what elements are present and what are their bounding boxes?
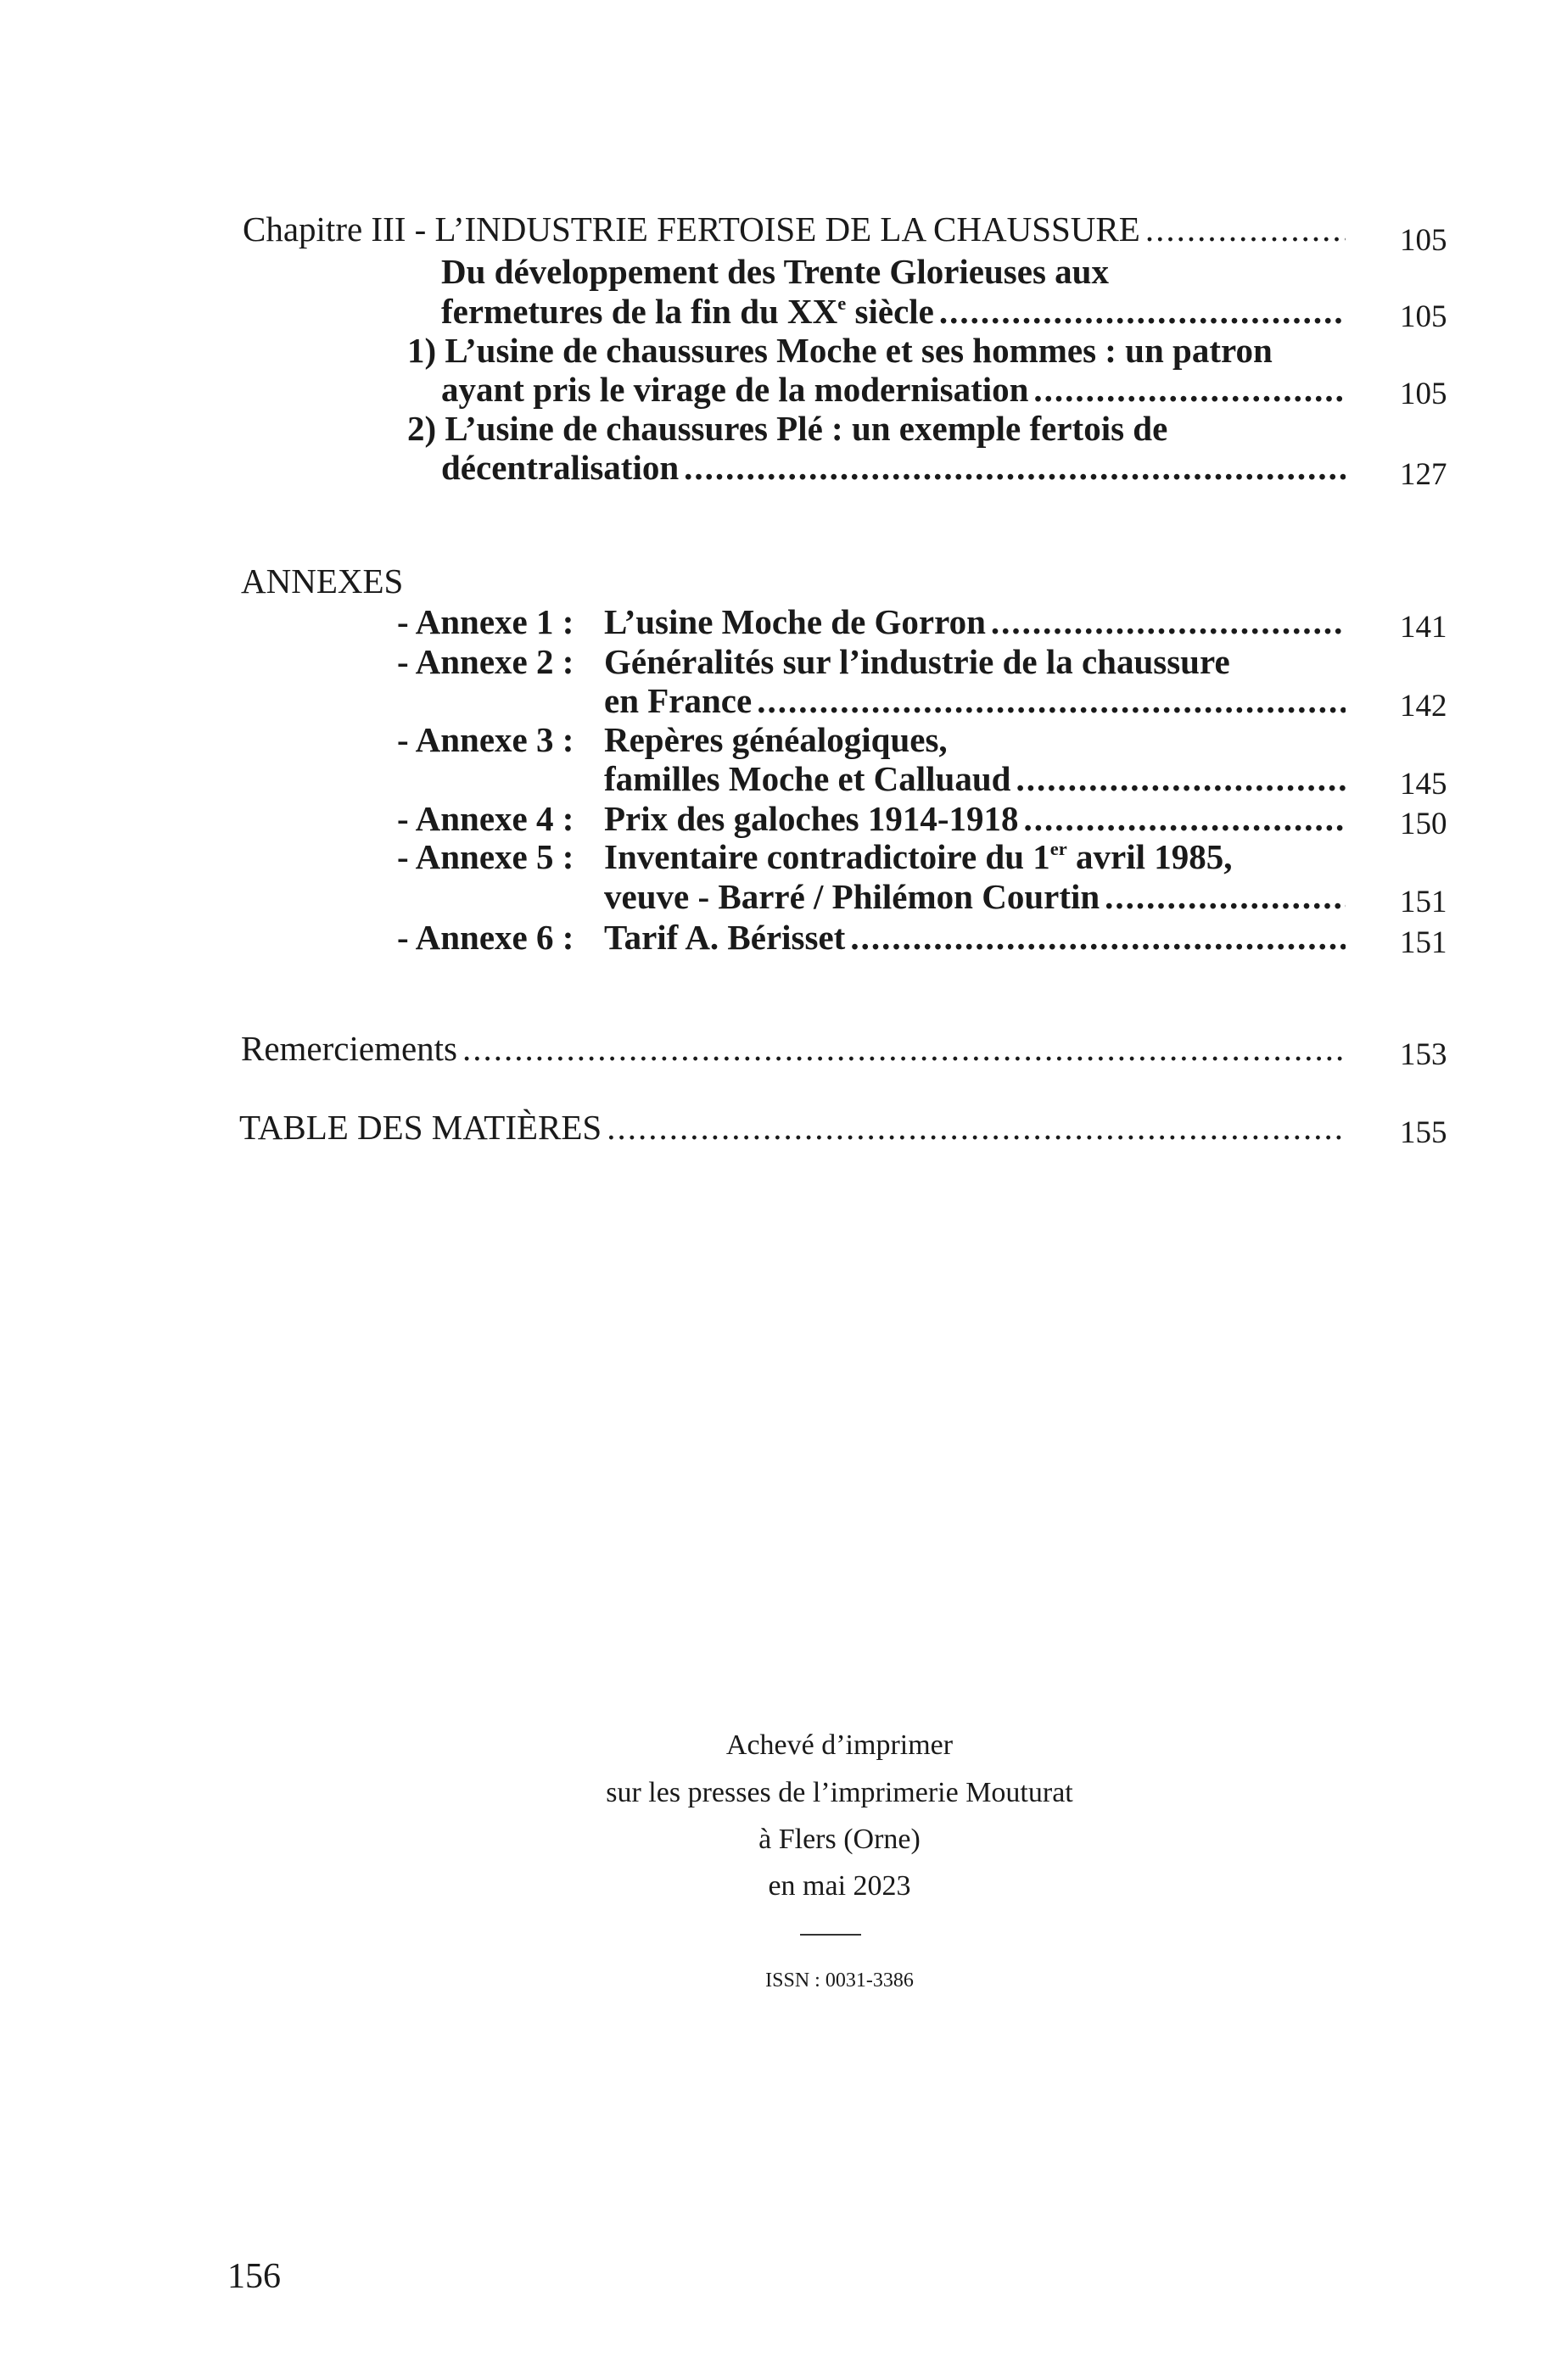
toc-entry-annexe-4	[604, 798, 1346, 839]
annexes-heading: ANNEXES	[241, 561, 404, 601]
page-number: 155	[1400, 1115, 1447, 1150]
toc-entry-title: L’usine Moche de Gorron	[604, 602, 986, 641]
annexe-label: - Annexe 2 :	[397, 642, 574, 681]
issn: ISSN : 0031-3386	[765, 1969, 914, 1992]
toc-entry-title: Chapitre III - L’INDUSTRIE FERTOISE DE LA CHAUSSURE	[243, 210, 1140, 249]
toc-subentry-line: 2) L’usine de chaussures Plé : un exemple fertois de	[407, 409, 1168, 448]
toc-entry-title: Remerciements	[241, 1029, 458, 1068]
toc-entry-title: en France	[604, 681, 753, 720]
toc-subentry-trente-glorieuses	[441, 291, 1346, 332]
page-folio: 156	[227, 2257, 281, 2296]
toc-entry-annexe-3	[604, 758, 1346, 799]
toc-entry-title: fermetures de la fin du XXe siècle	[441, 292, 934, 331]
annexe-label: - Annexe 4 :	[397, 799, 574, 838]
page-number: 105	[1400, 377, 1447, 411]
toc-entry-title: veuve - Barré / Philémon Courtin	[604, 877, 1100, 916]
toc-entry-title: Tarif A. Bérisset	[604, 918, 846, 957]
toc-entry-table-des-matieres	[239, 1107, 1346, 1148]
dot-leader	[1145, 209, 1346, 249]
toc-entry-title: décentralisation	[441, 448, 680, 487]
dot-leader	[607, 1107, 1346, 1148]
toc-subentry-line: Inventaire contradictoire du 1er avril 1985,	[604, 837, 1233, 876]
dot-leader	[939, 291, 1346, 332]
dot-leader	[991, 601, 1346, 642]
toc-entry-annexe-5	[604, 876, 1346, 917]
toc-subentry-line: 1) L’usine de chaussures Moche et ses hommes : un patron	[407, 331, 1273, 370]
dot-leader	[757, 680, 1346, 721]
dot-leader	[684, 447, 1346, 488]
annexe-label: - Annexe 1 :	[397, 602, 574, 641]
toc-entry-annexe-6	[604, 917, 1346, 958]
page-number: 141	[1400, 610, 1447, 645]
annexe-label: - Annexe 5 :	[397, 837, 574, 876]
toc-entry-title: TABLE DES MATIÈRES	[239, 1108, 602, 1147]
toc-subentry-usine-moche	[441, 369, 1346, 410]
dot-leader	[462, 1028, 1346, 1069]
colophon-line: en mai 2023	[768, 1870, 911, 1902]
colophon-rule	[800, 1934, 861, 1936]
toc-subentry-usine-ple	[441, 447, 1346, 488]
page-number: 145	[1400, 767, 1447, 802]
page-number: 142	[1400, 689, 1447, 723]
dot-leader	[850, 917, 1346, 958]
colophon-line: sur les presses de l’imprimerie Mouturat	[606, 1777, 1073, 1808]
toc-subentry-line: Généralités sur l’industrie de la chaussure	[604, 642, 1230, 681]
page-number: 153	[1400, 1037, 1447, 1072]
toc-entry-title: ayant pris le virage de la modernisation	[441, 370, 1029, 409]
page-number: 151	[1400, 885, 1447, 919]
page-number: 150	[1400, 807, 1447, 841]
toc-entry-remerciements	[241, 1028, 1346, 1069]
toc-entry-annexe-2	[604, 680, 1346, 721]
page-number: 105	[1400, 223, 1447, 258]
page-number: 127	[1400, 457, 1447, 492]
dot-leader	[1024, 798, 1346, 839]
dot-leader	[1033, 369, 1346, 410]
annexe-label: - Annexe 6 :	[397, 918, 574, 957]
colophon-line: Achevé d’imprimer	[725, 1729, 954, 1761]
colophon-line: à Flers (Orne)	[758, 1824, 921, 1855]
page-number: 151	[1400, 925, 1447, 960]
toc-entry-annexe-1	[604, 601, 1346, 642]
toc-entry-chapitre-3	[243, 209, 1346, 249]
annexe-label: - Annexe 3 :	[397, 720, 574, 759]
toc-subentry-line: Repères généalogiques,	[604, 720, 948, 759]
dot-leader	[1105, 876, 1346, 917]
page-number: 105	[1400, 299, 1447, 334]
toc-entry-title: Prix des galoches 1914-1918	[604, 799, 1019, 838]
dot-leader	[1016, 758, 1346, 799]
toc-entry-title: familles Moche et Calluaud	[604, 759, 1011, 798]
toc-subentry-line: Du développement des Trente Glorieuses aux	[441, 252, 1109, 291]
